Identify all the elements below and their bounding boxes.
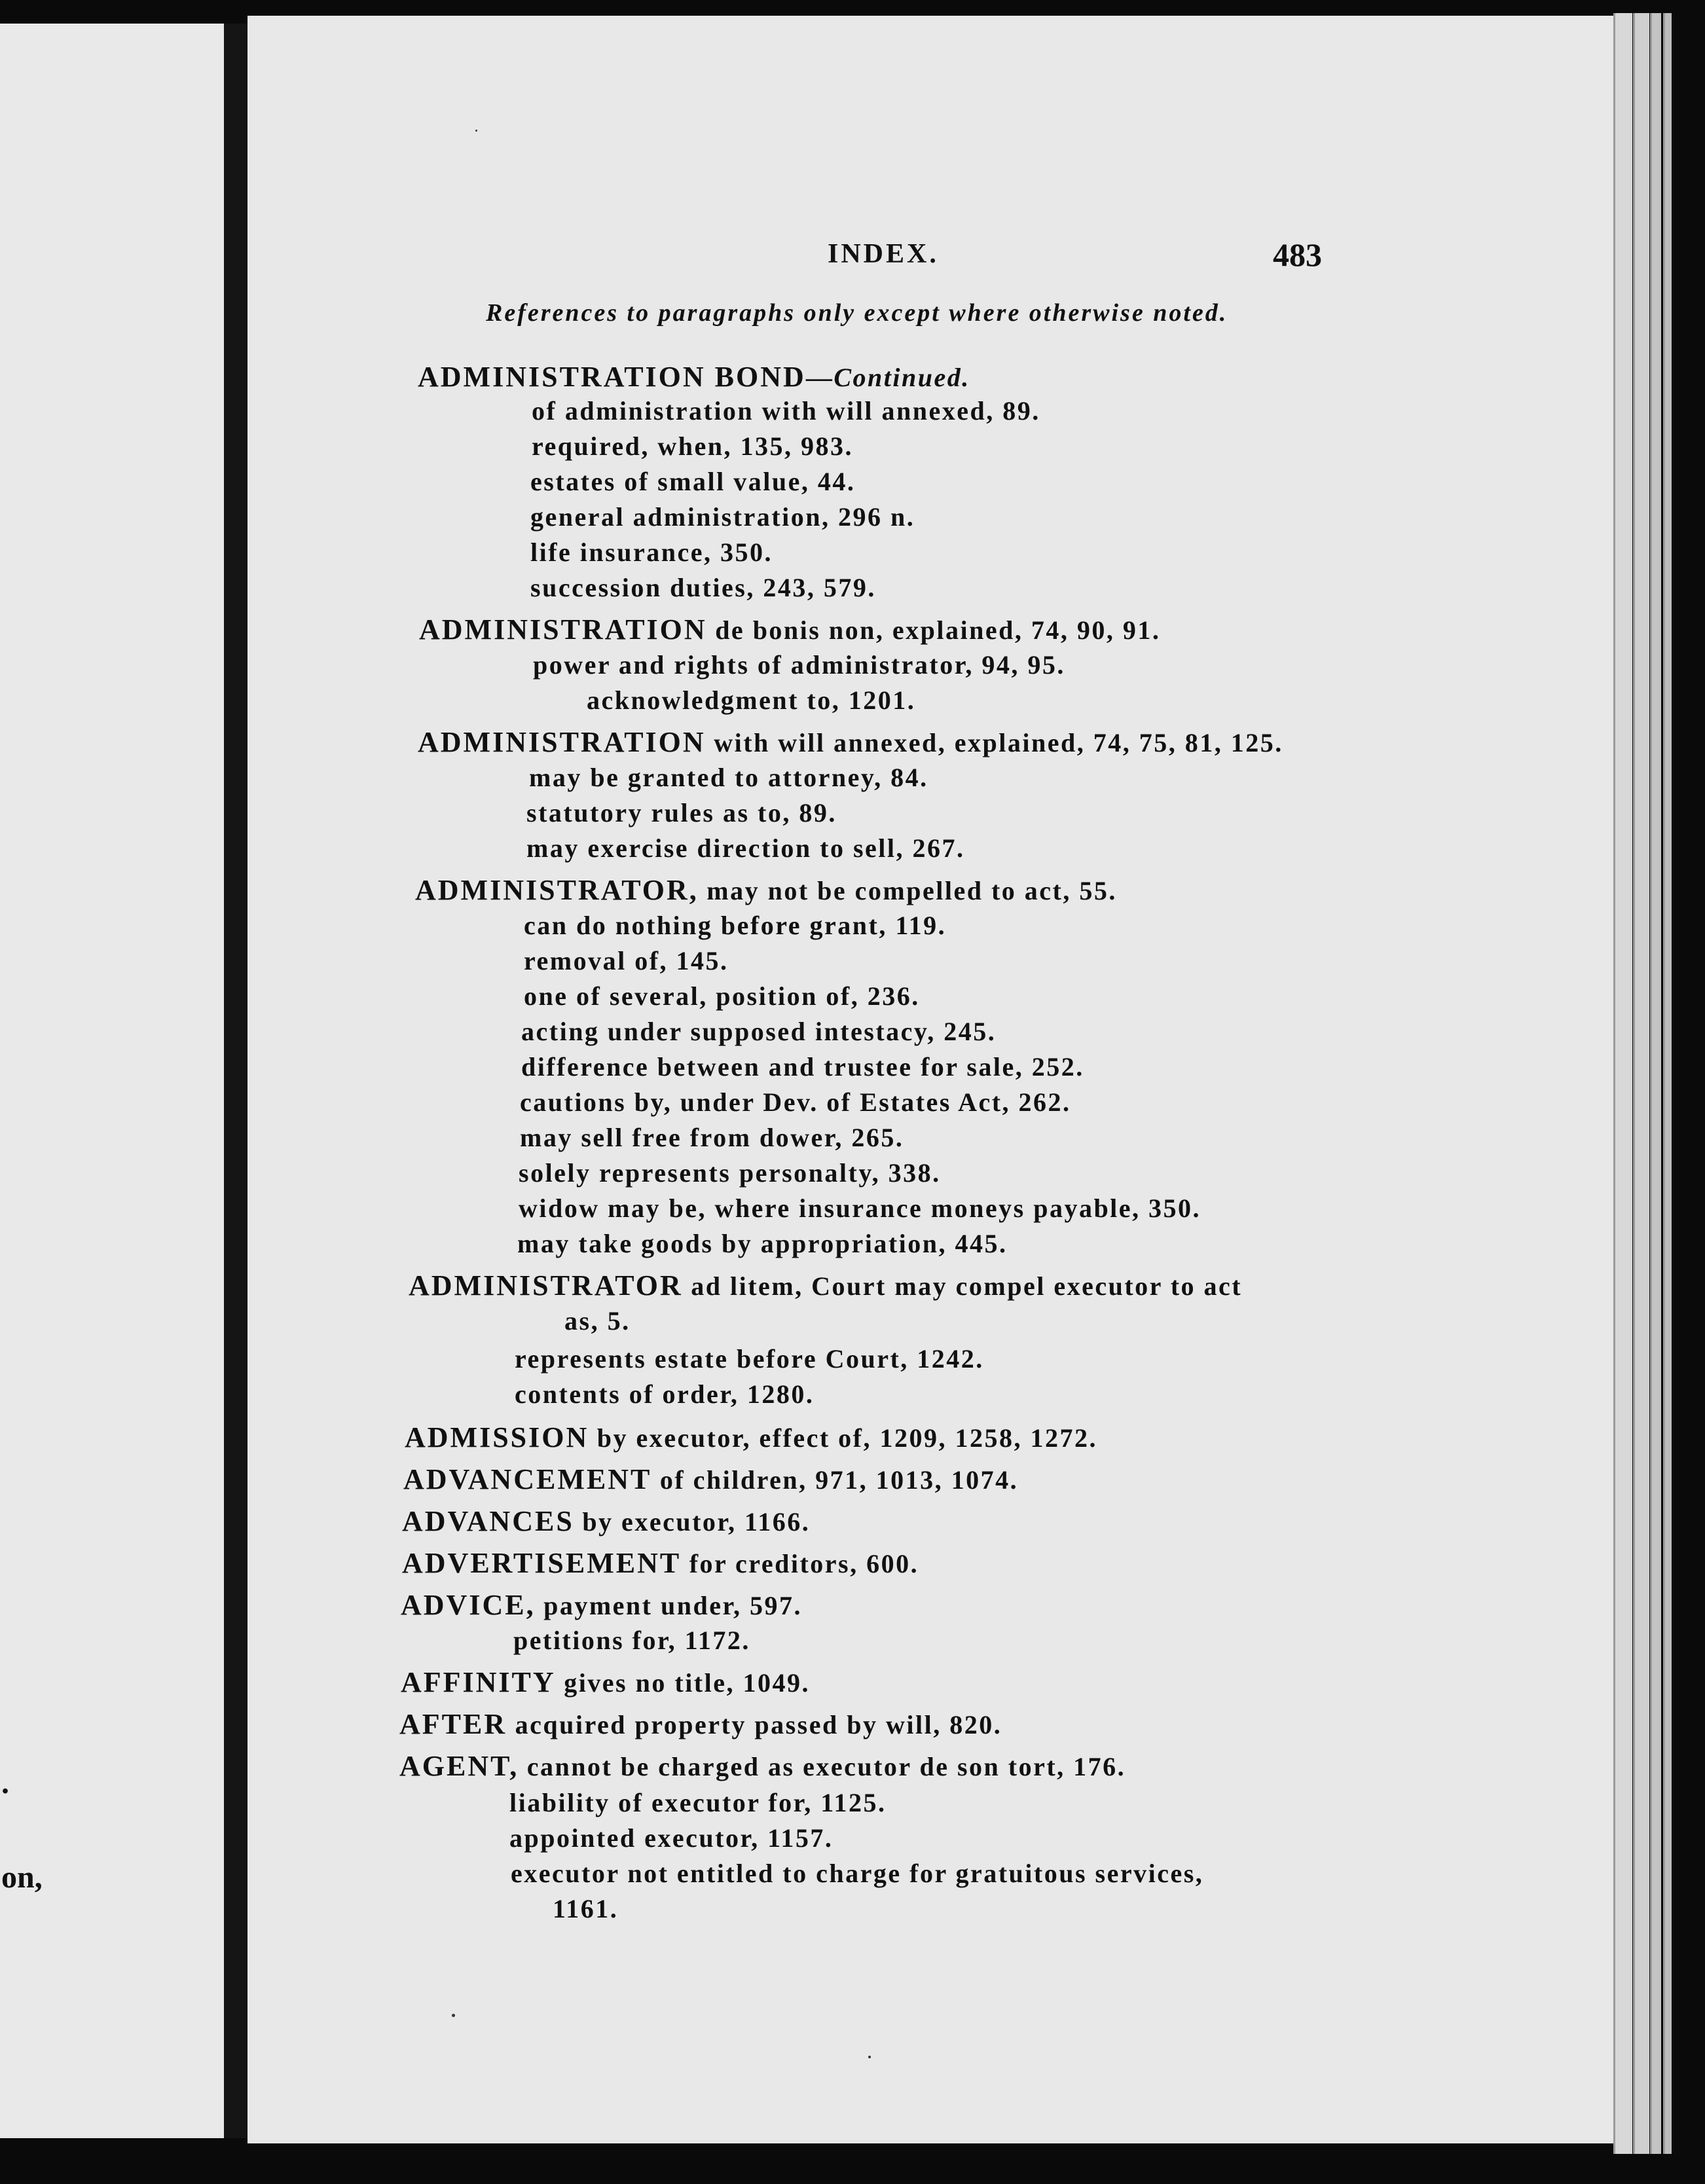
index-subtitle: References to paragraphs only except where otherwise noted. [486,299,1228,327]
index-subentry: may sell free from dower, 265. [520,1123,904,1152]
index-subentry: succession duties, 243, 579. [530,573,876,602]
index-subentry: difference between and trustee for sale, 252. [521,1052,1084,1082]
page-edge [1663,13,1672,2154]
entry-text: by executor, effect of, 1209, 1258, 1272. [589,1423,1097,1453]
entry-text: de bonis non, explained, 74, 90, 91. [706,615,1161,645]
index-subentry: 1161. [553,1894,619,1923]
running-header: INDEX. [828,239,939,269]
entry-heading: ADMISSION [405,1421,589,1453]
scan-speck [868,2056,871,2058]
entry-text: payment under, 597. [535,1591,803,1620]
index-subentry: general administration, 296 n. [530,502,915,532]
entry-text: may not be compelled to act, 55. [698,876,1117,905]
index-entry [401,1665,810,1699]
entry-heading: ADVICE, [401,1589,536,1621]
index-subentry: one of several, position of, 236. [524,981,920,1011]
index-subentry: statutory rules as to, 89. [526,798,837,828]
facing-page-fragment: . [1,1766,9,1800]
index-subentry: of administration with will annexed, 89. [532,396,1040,426]
index-subentry: may be granted to attorney, 84. [529,763,928,792]
index-subentry: estates of small value, 44. [530,467,856,496]
index-entry [402,1546,919,1580]
book-gutter [224,24,248,2138]
index-subentry: contents of order, 1280. [515,1379,815,1409]
entry-text: by executor, 1166. [574,1507,811,1537]
index-subentry: widow may be, where insurance moneys payable, 350. [519,1193,1201,1223]
index-subentry: power and rights of administrator, 94, 95. [533,650,1065,680]
index-subentry: as, 5. [564,1306,631,1336]
scan-speck [452,2014,455,2017]
index-subentry: represents estate before Court, 1242. [515,1344,984,1374]
entry-heading: AFTER [399,1708,507,1740]
entry-heading: ADMINISTRATION [419,613,707,646]
entry-heading: AFFINITY [401,1666,556,1698]
index-subentry: appointed executor, 1157. [509,1823,834,1853]
entry-text: for creditors, 600. [681,1549,919,1578]
index-entry [399,1749,1126,1783]
entry-text: ad litem, Court may compel executor to act [682,1271,1243,1301]
entry-heading: ADMINISTRATION [418,726,706,758]
index-entry [415,873,1117,907]
index-subentry: executor not entitled to charge for gratuitous services, [511,1859,1204,1888]
facing-page [0,24,224,2138]
index-entry [419,613,1160,646]
index-subentry: liability of executor for, 1125. [509,1788,887,1817]
entry-heading: ADVANCES [402,1505,574,1537]
index-entry [418,360,970,393]
entry-text: acquired property passed by will, 820. [507,1710,1002,1739]
entry-heading: ADMINISTRATION BOND [418,361,806,393]
index-subentry: life insurance, 350. [530,537,773,567]
page-edge [1633,13,1649,2154]
entry-heading: AGENT, [399,1750,519,1782]
scan-speck [475,130,477,132]
index-entry [403,1463,1018,1496]
page-number: 483 [1273,236,1322,273]
index-entry [401,1588,802,1622]
facing-page-fragment: on, [1,1860,43,1895]
index-subentry: acting under supposed intestacy, 245. [521,1017,997,1046]
index-entry [418,725,1283,759]
index-entry [399,1707,1002,1741]
index-subentry: petitions for, 1172. [513,1626,750,1655]
index-subentry: may exercise direction to sell, 267. [526,833,965,863]
entry-text: gives no title, 1049. [555,1668,810,1698]
entry-heading: ADVANCEMENT [403,1463,652,1495]
index-subentry: solely represents personalty, 338. [519,1158,941,1188]
index-entry [405,1421,1097,1454]
index-subentry: required, when, 135, 983. [532,431,854,461]
index-subentry: cautions by, under Dev. of Estates Act, 262. [520,1087,1071,1117]
page-edge [1613,13,1632,2154]
entry-heading: ADMINISTRATOR [409,1269,683,1301]
index-subentry: can do nothing before grant, 119. [524,911,947,940]
entry-text: of children, 971, 1013, 1074. [651,1465,1019,1495]
index-entry [402,1504,810,1538]
entry-text: — [805,363,834,392]
index-subentry: acknowledgment to, 1201. [587,685,916,715]
entry-heading: ADVERTISEMENT [402,1547,682,1579]
entry-text: with will annexed, explained, 74, 75, 81, 125. [705,728,1283,757]
entry-heading: ADMINISTRATOR, [415,874,699,906]
index-entry [409,1269,1242,1302]
entry-text: cannot be charged as executor de son tort, 176. [519,1752,1126,1781]
entry-continued: Continued. [834,363,970,392]
index-subentry: removal of, 145. [524,946,729,975]
page-edge [1650,13,1661,2154]
index-subentry: may take goods by appropriation, 445. [517,1229,1008,1258]
